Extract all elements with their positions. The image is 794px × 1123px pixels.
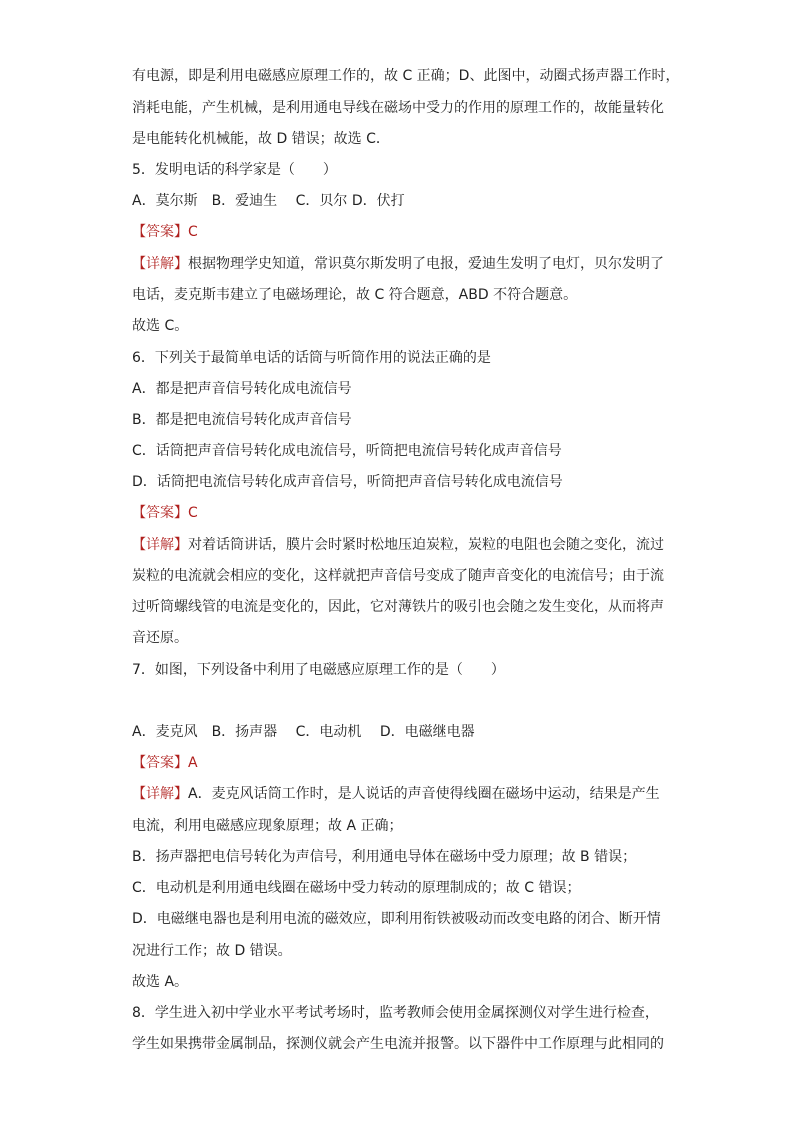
q4-tail-line-1: 有电源，即是利用电磁感应原理工作的，故 C 正确；D、此图中，动圈式扬声器工作时， <box>132 68 680 84</box>
q8-stem-line-2: 学生如果携带金属制品，探测仪就会产生电流并报警。以下器件中工作原理与此相同的 <box>132 1036 664 1052</box>
q6-option-b: B．都是把电流信号转化成声音信号 <box>132 412 352 428</box>
q5-options: A．莫尔斯 B．爱迪生 C．贝尔 D．伏打 <box>132 193 405 209</box>
q6-detail-line-4: 音还原。 <box>132 630 188 646</box>
q5-answer-line <box>132 222 684 242</box>
q7-detail-line-1: 【详解】A．麦克风话筒工作时，是人说话的声音使得线圈在磁场中运动，结果是产生 <box>132 786 660 802</box>
q6-detail-line-3: 过听筒螺线管的电流是变化的，因此，它对薄铁片的吸引也会随之发生变化，从而将声 <box>132 599 664 615</box>
q5-stem: 5．发明电话的科学家是（ ） <box>132 162 337 178</box>
q8-stem-line-1: 8．学生进入初中学业水平考试考场时，监考教师会使用金属探测仪对学生进行检查， <box>132 1005 659 1021</box>
detail-tag: 【详解】 <box>132 256 188 272</box>
q6-detail-line-2: 炭粒的电流就会相应的变化，这样就把声音信号变成了随声音变化的电流信号；由于流 <box>132 568 664 584</box>
q7-conclusion: 故选 A。 <box>132 974 189 990</box>
q5-conclusion: 故选 C。 <box>132 318 189 334</box>
q6-detail-line-1: 【详解】对着话筒讲话，膜片会时紧时松地压迫炭粒，炭粒的电阻也会随之变化，流过 <box>132 537 664 553</box>
q7-answer-line <box>132 753 684 773</box>
q7-detail-line-6: 况进行工作；故 D 错误。 <box>132 943 292 959</box>
q5-answer: C <box>188 224 198 240</box>
q6-option-d: D．话筒把电流信号转化成声音信号，听筒把声音信号转化成电流信号 <box>132 474 563 490</box>
answer-tag: 【答案】 <box>132 755 188 771</box>
q6-stem: 6．下列关于最简单电话的话筒与听筒作用的说法正确的是 <box>132 350 491 366</box>
q7-detail-line-3: B．扬声器把电信号转化为声信号，利用通电导体在磁场中受力原理；故 B 错误； <box>132 849 637 865</box>
q7-options: A．麦克风 B．扬声器 C．电动机 D．电磁继电器 <box>132 724 475 740</box>
detail-tag: 【详解】 <box>132 537 188 553</box>
q7-detail-line-2: 电流，利用电磁感应现象原理；故 A 正确； <box>132 818 403 834</box>
q4-tail-line-2: 消耗电能，产生机械，是利用通电导线在磁场中受力的作用的原理工作的，故能量转化 <box>132 100 664 116</box>
q6-option-c: C．话筒把声音信号转化成电流信号，听筒把电流信号转化成声音信号 <box>132 443 562 459</box>
q5-detail-line-1: 【详解】根据物理学史知道，常识莫尔斯发明了电报，爱迪生发明了电灯，贝尔发明了 <box>132 256 664 272</box>
q6-answer: C <box>188 505 198 521</box>
q5-detail-line-2: 电话，麦克斯韦建立了电磁场理论，故 C 符合题意，ABD 不符合题意。 <box>132 287 578 303</box>
q7-detail-line-5: D．电磁继电器也是利用电流的磁效应，即利用衔铁被吸动而改变电路的闭合、断开情 <box>132 911 661 927</box>
detail-tag: 【详解】 <box>132 786 188 802</box>
q6-option-a: A．都是把声音信号转化成电流信号 <box>132 381 352 397</box>
answer-tag: 【答案】 <box>132 505 188 521</box>
answer-tag: 【答案】 <box>132 224 188 240</box>
q6-answer-line <box>132 503 684 523</box>
q4-tail-line-3: 是电能转化机械能，故 D 错误；故选 C． <box>132 131 390 147</box>
q7-stem: 7．如图，下列设备中利用了电磁感应原理工作的是（ ） <box>132 662 505 678</box>
q7-detail-line-4: C．电动机是利用通电线圈在磁场中受力转动的原理制成的；故 C 错误； <box>132 880 581 896</box>
q7-answer: A <box>188 755 198 771</box>
